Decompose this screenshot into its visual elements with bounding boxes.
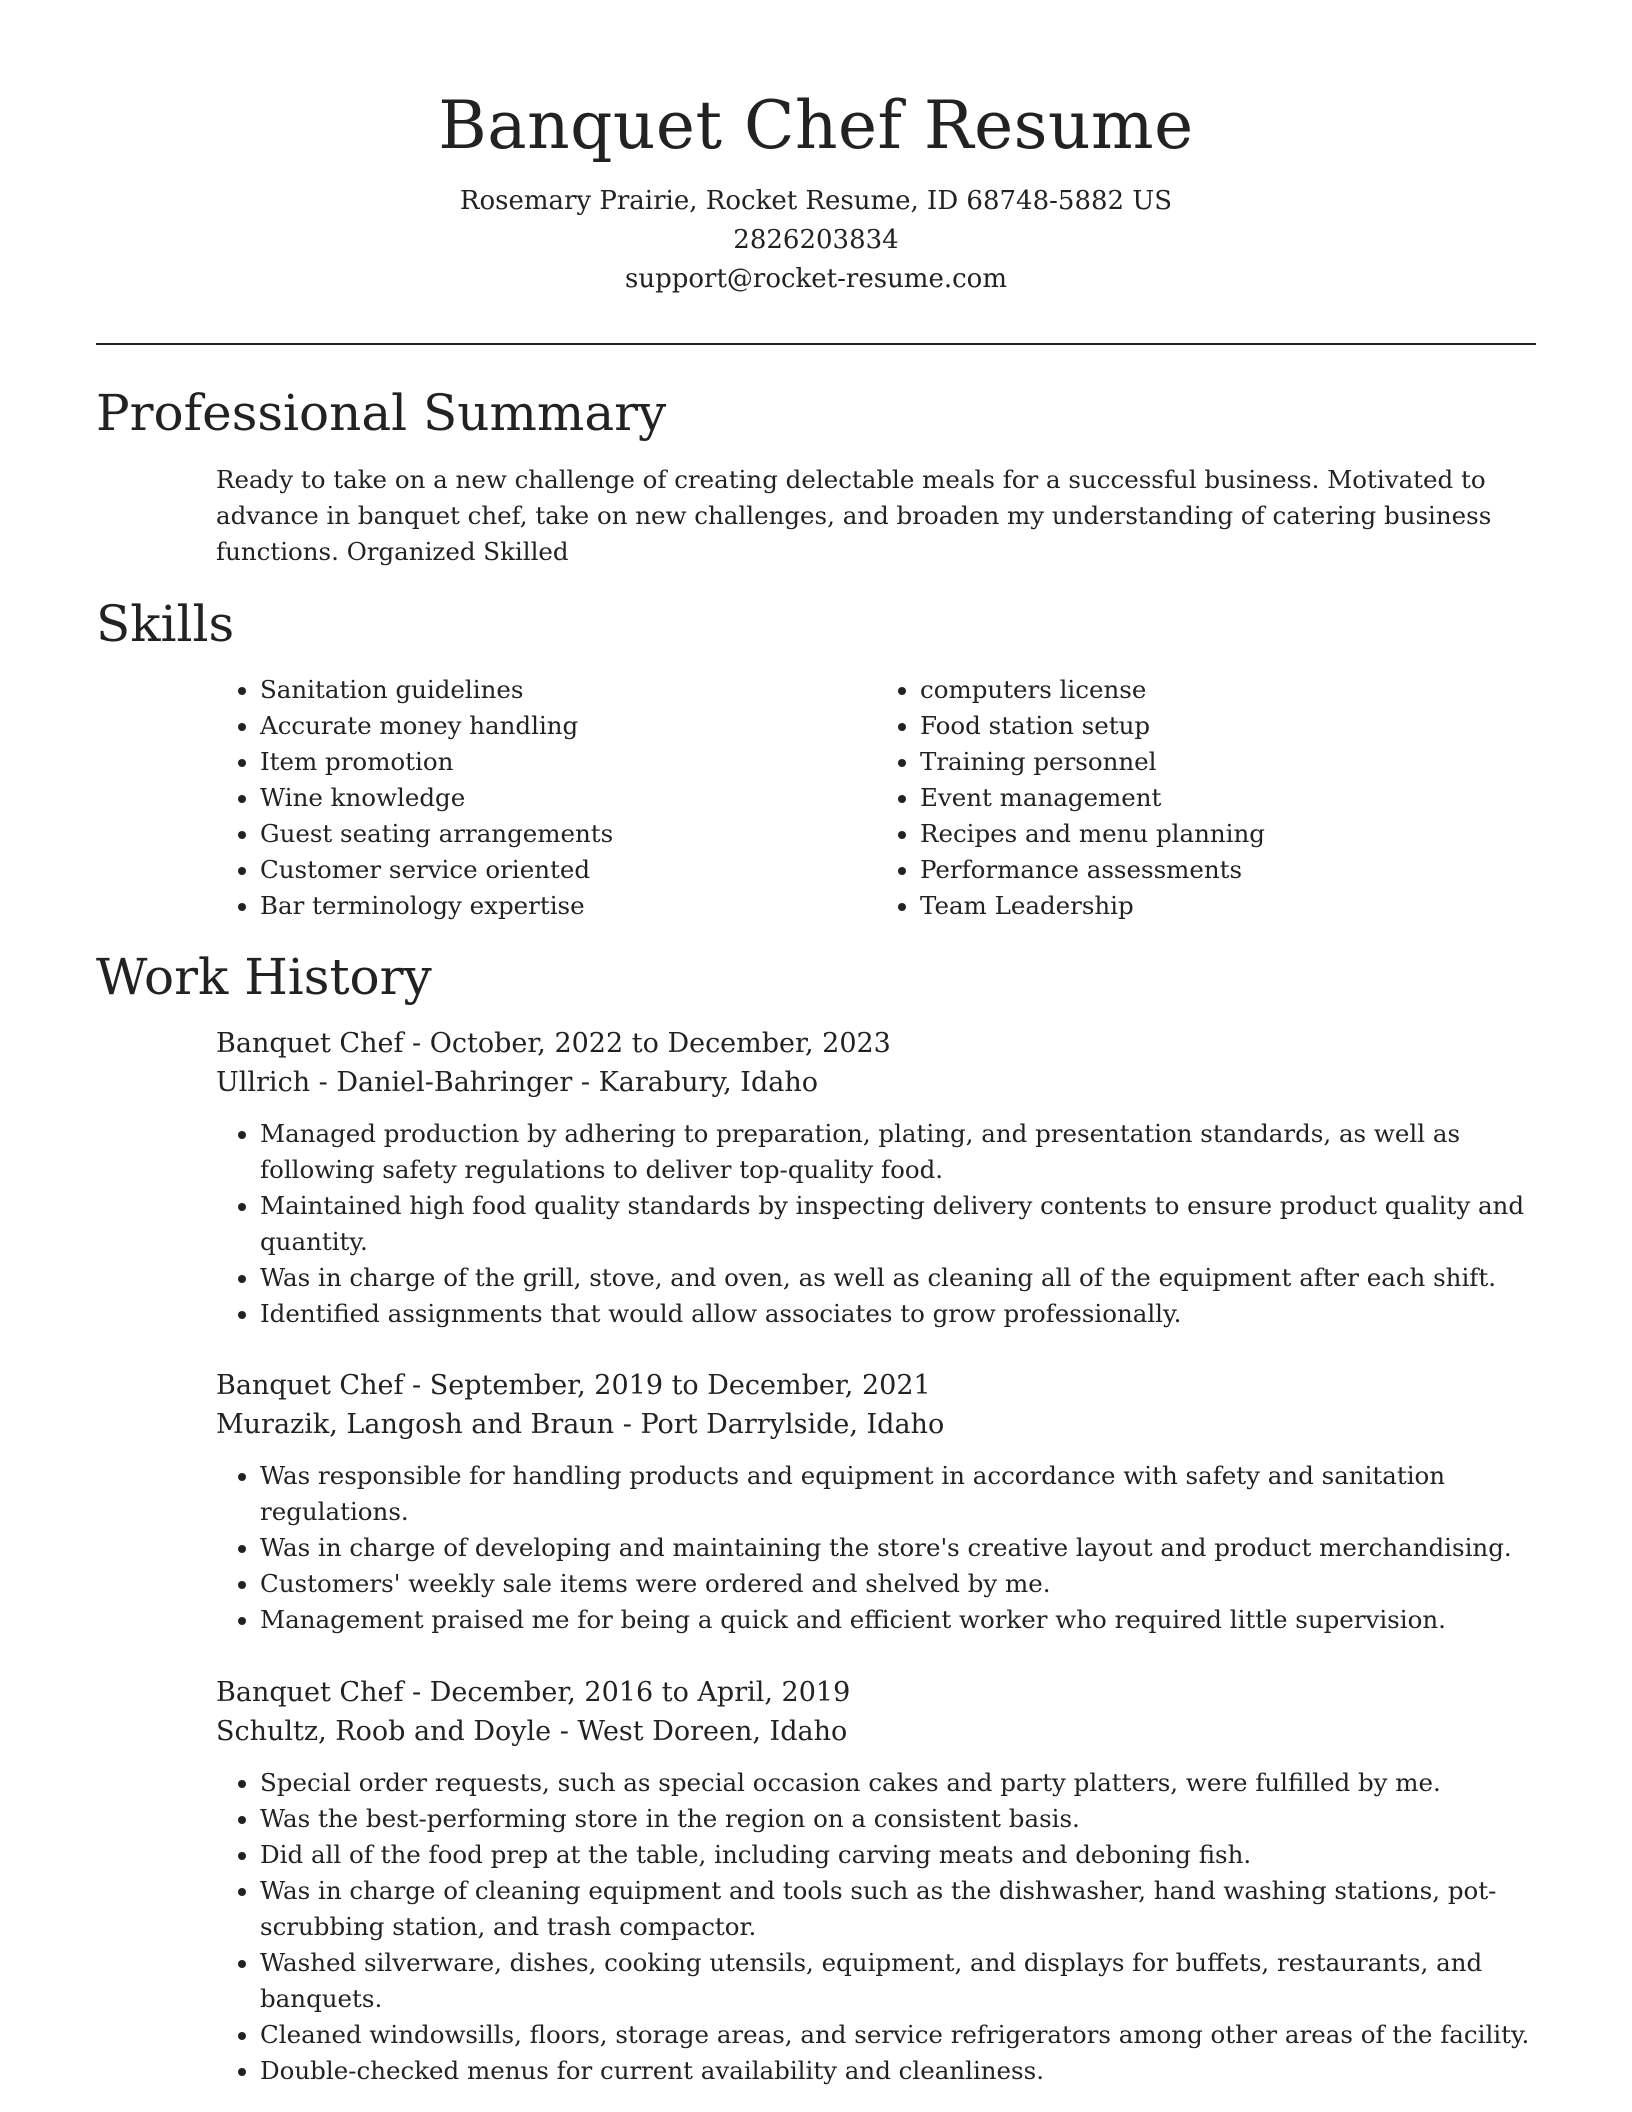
- skill-item: • Sanitation guidelines: [260, 672, 876, 708]
- skill-item: • computers license: [920, 672, 1536, 708]
- job-entry: [216, 1024, 1536, 1332]
- job-dates: - October, 2022 to December, 2023: [403, 1028, 891, 1059]
- skill-item: • Item promotion: [260, 744, 876, 780]
- job-role: Banquet Chef: [216, 1028, 404, 1059]
- skill-item: • Event management: [920, 780, 1536, 816]
- job-company: Murazik, Langosh and Braun: [216, 1409, 615, 1440]
- summary-text: Ready to take on a new challenge of creating delectable meals for a successful business. Motivated to advance in banquet chef, take on new challenges, and broaden my understanding of catering business functions. Organized Skilled: [216, 465, 1492, 566]
- job-bullet: • Management praised me for being a quick and efficient worker who required little supervision.: [260, 1602, 1536, 1638]
- job-bullet: • Maintained high food quality standards by inspecting delivery contents to ensure product quality and quantity.: [260, 1188, 1536, 1260]
- skills-column-left: [216, 672, 876, 924]
- skill-item: • Accurate money handling: [260, 708, 876, 744]
- job-entry: [216, 1366, 1536, 1638]
- job-bullets: [216, 1765, 1536, 2089]
- job-bullet: • Was responsible for handling products and equipment in accordance with safety and sanitation regulations.: [260, 1458, 1536, 1530]
- job-bullet: • Double-checked menus for current availability and cleanliness.: [260, 2053, 1536, 2089]
- resume-title: Banquet Chef Resume: [438, 87, 1194, 164]
- header-divider: [96, 343, 1536, 345]
- job-bullets: [216, 1458, 1536, 1638]
- job-bullets: [216, 1116, 1536, 1332]
- job-bullet: • Managed production by adhering to preparation, plating, and presentation standards, as well as following safety regulations to deliver top-quality food.: [260, 1116, 1536, 1188]
- skills-heading: Skills: [96, 595, 235, 653]
- contact-phone: 2826203834: [733, 225, 899, 255]
- skill-item: • Wine knowledge: [260, 780, 876, 816]
- job-title-line: [216, 1024, 1536, 1063]
- job-bullet: • Was in charge of cleaning equipment and tools such as the dishwasher, hand washing stations, pot-scrubbing station, and trash compactor.: [260, 1873, 1536, 1945]
- job-company-line: [216, 1063, 1536, 1102]
- job-company-line: [216, 1712, 1536, 1751]
- job-role: Banquet Chef: [216, 1370, 404, 1401]
- contact-email: support@rocket-resume.com: [624, 264, 1007, 294]
- job-bullet: • Was in charge of developing and maintaining the store's creative layout and product merchandising.: [260, 1530, 1536, 1566]
- job-company-line: [216, 1405, 1536, 1444]
- skill-item: • Team Leadership: [920, 888, 1536, 924]
- job-dates: - December, 2016 to April, 2019: [403, 1677, 851, 1708]
- job-bullet: • Special order requests, such as special occasion cakes and party platters, were fulfilled by me.: [260, 1765, 1536, 1801]
- summary-heading: Professional Summary: [96, 384, 667, 442]
- skill-item: • Guest seating arrangements: [260, 816, 876, 852]
- job-dates: - September, 2019 to December, 2021: [403, 1370, 931, 1401]
- job-title-line: [216, 1366, 1536, 1405]
- work-history-heading: Work History: [96, 948, 432, 1006]
- skill-item: • Recipes and menu planning: [920, 816, 1536, 852]
- job-bullet: • Was the best-performing store in the region on a consistent basis.: [260, 1801, 1536, 1837]
- job-location: - Karabury, Idaho: [572, 1067, 818, 1098]
- job-bullet: • Did all of the food prep at the table, including carving meats and deboning fish.: [260, 1837, 1536, 1873]
- job-location: - West Doreen, Idaho: [551, 1716, 848, 1747]
- job-role: Banquet Chef: [216, 1677, 404, 1708]
- skills-column-right: [876, 672, 1536, 924]
- job-bullet: • Was in charge of the grill, stove, and oven, as well as cleaning all of the equipment after each shift.: [260, 1260, 1536, 1296]
- job-bullet: • Customers' weekly sale items were ordered and shelved by me.: [260, 1566, 1536, 1602]
- resume-header: [0, 0, 1632, 299]
- contact-block: [0, 182, 1632, 299]
- contact-address: Rosemary Prairie, Rocket Resume, ID 68748-5882 US: [459, 186, 1173, 216]
- job-title-line: [216, 1673, 1536, 1712]
- skill-item: • Training personnel: [920, 744, 1536, 780]
- job-bullet: • Washed silverware, dishes, cooking utensils, equipment, and displays for buffets, restaurants, and banquets.: [260, 1945, 1536, 2017]
- job-company: Schultz, Roob and Doyle: [216, 1716, 552, 1747]
- skill-item: • Food station setup: [920, 708, 1536, 744]
- skill-item: • Performance assessments: [920, 852, 1536, 888]
- skills-list: [216, 672, 1536, 924]
- job-bullet: • Cleaned windowsills, floors, storage areas, and service refrigerators among other areas of the facility.: [260, 2017, 1536, 2053]
- job-location: - Port Darrylside, Idaho: [614, 1409, 945, 1440]
- job-company: Ullrich - Daniel-Bahringer: [216, 1067, 573, 1098]
- skill-item: • Customer service oriented: [260, 852, 876, 888]
- job-bullet: • Identified assignments that would allow associates to grow professionally.: [260, 1296, 1536, 1332]
- skill-item: • Bar terminology expertise: [260, 888, 876, 924]
- job-entry: [216, 1673, 1536, 2089]
